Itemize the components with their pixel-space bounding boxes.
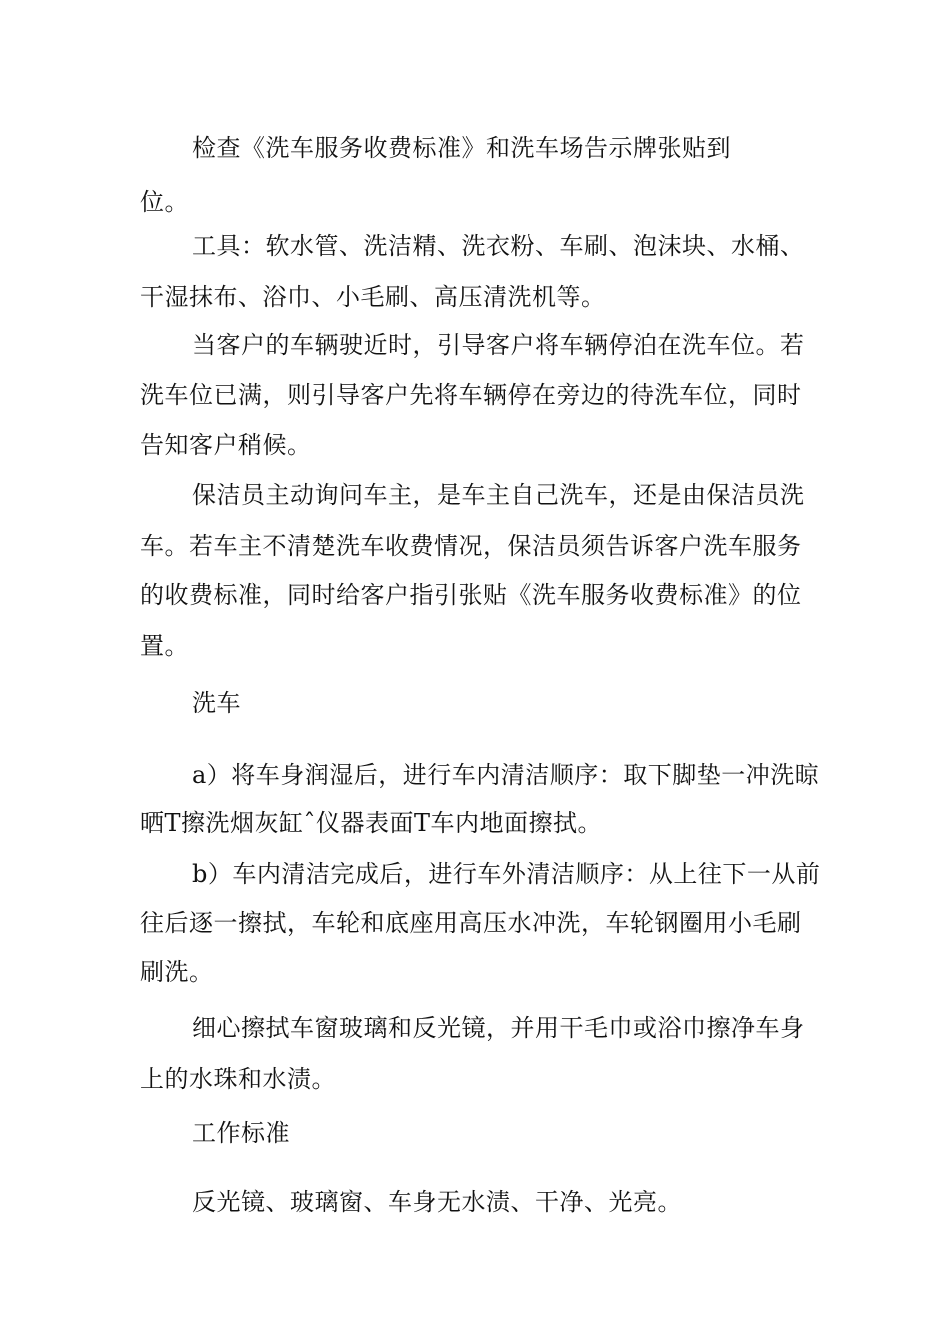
paragraph-line: b）车内清洁完成后，进行车外清洁顺序：从上往下一从前	[192, 860, 821, 888]
paragraph-line: 干湿抹布、浴巾、小毛刷、高压清洗机等。	[140, 283, 606, 311]
paragraph-line: 晒T擦洗烟灰缸ˆ仪器表面T车内地面擦拭。	[140, 809, 603, 837]
paragraph-line: 置。	[140, 632, 189, 660]
paragraph-line: 保洁员主动询问车主，是车主自己洗车，还是由保洁员洗	[192, 481, 805, 509]
paragraph-line: 的收费标准，同时给客户指引张贴《洗车服务收费标准》的位	[140, 581, 802, 609]
paragraph-line: 细心擦拭车窗玻璃和反光镜，并用干毛巾或浴巾擦净车身	[192, 1014, 805, 1042]
paragraph-line: a）将车身润湿后，进行车内清洁顺序：取下脚垫一冲洗晾	[192, 761, 820, 789]
paragraph-line: 检查《洗车服务收费标准》和洗车场告示牌张贴到	[192, 134, 731, 162]
paragraph-line: 往后逐一擦拭，车轮和底座用高压水冲洗，车轮钢圈用小毛刷	[140, 909, 802, 937]
section-heading: 工作标准	[192, 1119, 290, 1147]
paragraph-line: 位。	[140, 188, 189, 216]
paragraph-line: 车。若车主不清楚洗车收费情况，保洁员须告诉客户洗车服务	[140, 532, 802, 560]
paragraph-line: 告知客户稍候。	[140, 431, 312, 459]
section-heading: 洗车	[192, 689, 241, 717]
paragraph-line: 洗车位已满，则引导客户先将车辆停在旁边的待洗车位，同时	[140, 381, 802, 409]
paragraph-line: 工具：软水管、洗洁精、洗衣粉、车刷、泡沫块、水桶、	[192, 232, 805, 260]
paragraph-line: 当客户的车辆驶近时，引导客户将车辆停泊在洗车位。若	[192, 331, 805, 359]
paragraph-line: 刷洗。	[140, 958, 214, 986]
paragraph-line: 上的水珠和水渍。	[140, 1065, 336, 1093]
paragraph-line: 反光镜、玻璃窗、车身无水渍、干净、光亮。	[192, 1188, 682, 1216]
